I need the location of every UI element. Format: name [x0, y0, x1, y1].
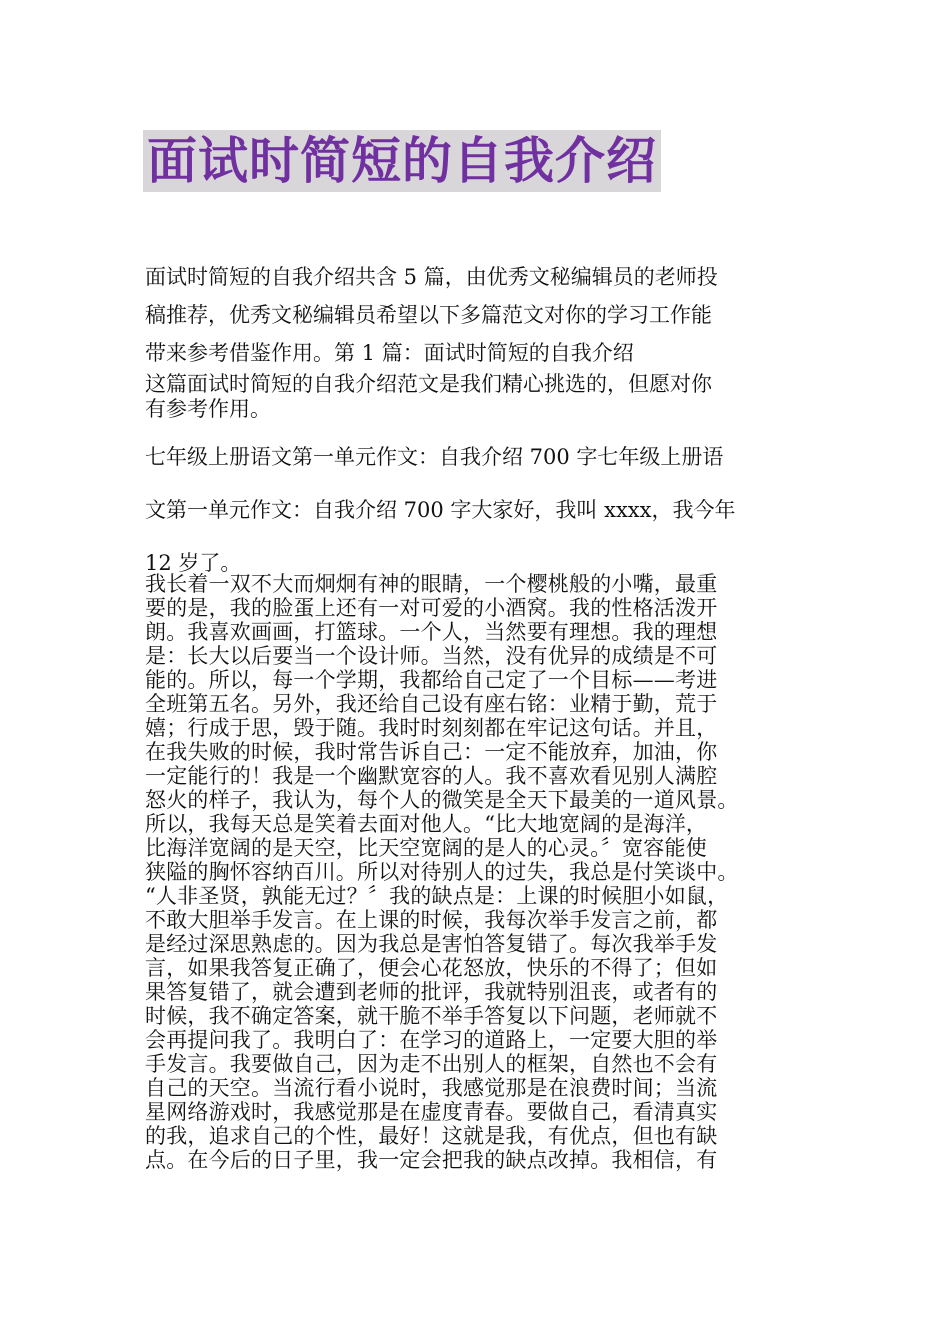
page-title: 面试时简短的自我介绍 — [147, 132, 657, 190]
grade-paragraph: 七年级上册语文第一单元作文：自我介绍 700 字七年级上册语 文第一单元作文：自我介绍 700 字大家好，我叫 xxxx，我今年 12 岁了。 — [145, 445, 736, 575]
body-paragraph: 我长着一双不大而炯炯有神的眼睛，一个樱桃般的小嘴，最重 要的是，我的脸蛋上还有一对可爱的小酒窝。我的性格活泼开 朗。我喜欢画画，打篮球。一个人，当然要有理想。我的理想 是：长大以后要当一个设计师。当然，没有优异的成绩是不可 能的。所以，每一个学期，我都给自己定了一个目标——考进 全班第五名。另外，我还给自己设有座右铭：业精于勤，荒于 嬉；行成于思，毁于随。我时时刻刻都在牢记这句话。并且， 在我失败的时候，我时常告诉自己：一定不能放弃，加油，你 一定能行的！我是一个幽默宽容的人。我不喜欢看见别人满腔 怒火的样子，我认为，每个人的微笑是全天下最美的一道风景。 所以，我每天总是笑着去面对他人。“比大地宽阔的是海洋， 比海洋宽阔的是天空，比天空宽阔的是人的心灵。〞宽容能使 狭隘的胸怀容纳百川。所以对待别人的过失，我总是付笑谈中。 “人非圣贤，孰能无过？〞我的缺点是：上课的时候胆小如鼠， 不敢大胆举手发言。在上课的时候，我每次举手发言之前，都 是经过深思熟虑的。因为我总是害怕答复错了。每次我举手发 言，如果我答复正确了，便会心花怒放，快乐的不得了；但如 果答复错了，就会遭到老师的批评，我就特别沮丧，或者有的 时候，我不确定答案，就干脆不举手答复以下问题，老师就不 会再提问我了。我明白了：在学习的道路上，一定要大胆的举 手发言。我要做自己，因为走不出别人的框架，自然也不会有 自己的天空。当流行看小说时，我感觉那是在浪费时间；当流 星网络游戏时，我感觉那是在虚度青春。要做自己，看清真实 的我，追求自己的个性，最好！这就是我，有优点，但也有缺 点。在今后的日子里，我一定会把我的缺点改掉。我相信，有 — [145, 572, 739, 1172]
lead-paragraph: 这篇面试时简短的自我介绍范文是我们精心挑选的，但愿对你 有参考作用。 — [145, 372, 712, 421]
intro-paragraph: 面试时简短的自我介绍共含 5 篇，由优秀文秘编辑员的老师投 稿推荐，优秀文秘编辑员希望以下多篇范文对你的学习工作能 带来参考借鉴作用。第 1 篇：面试时简短的自我介绍 — [145, 265, 718, 365]
title-highlight — [143, 130, 661, 192]
